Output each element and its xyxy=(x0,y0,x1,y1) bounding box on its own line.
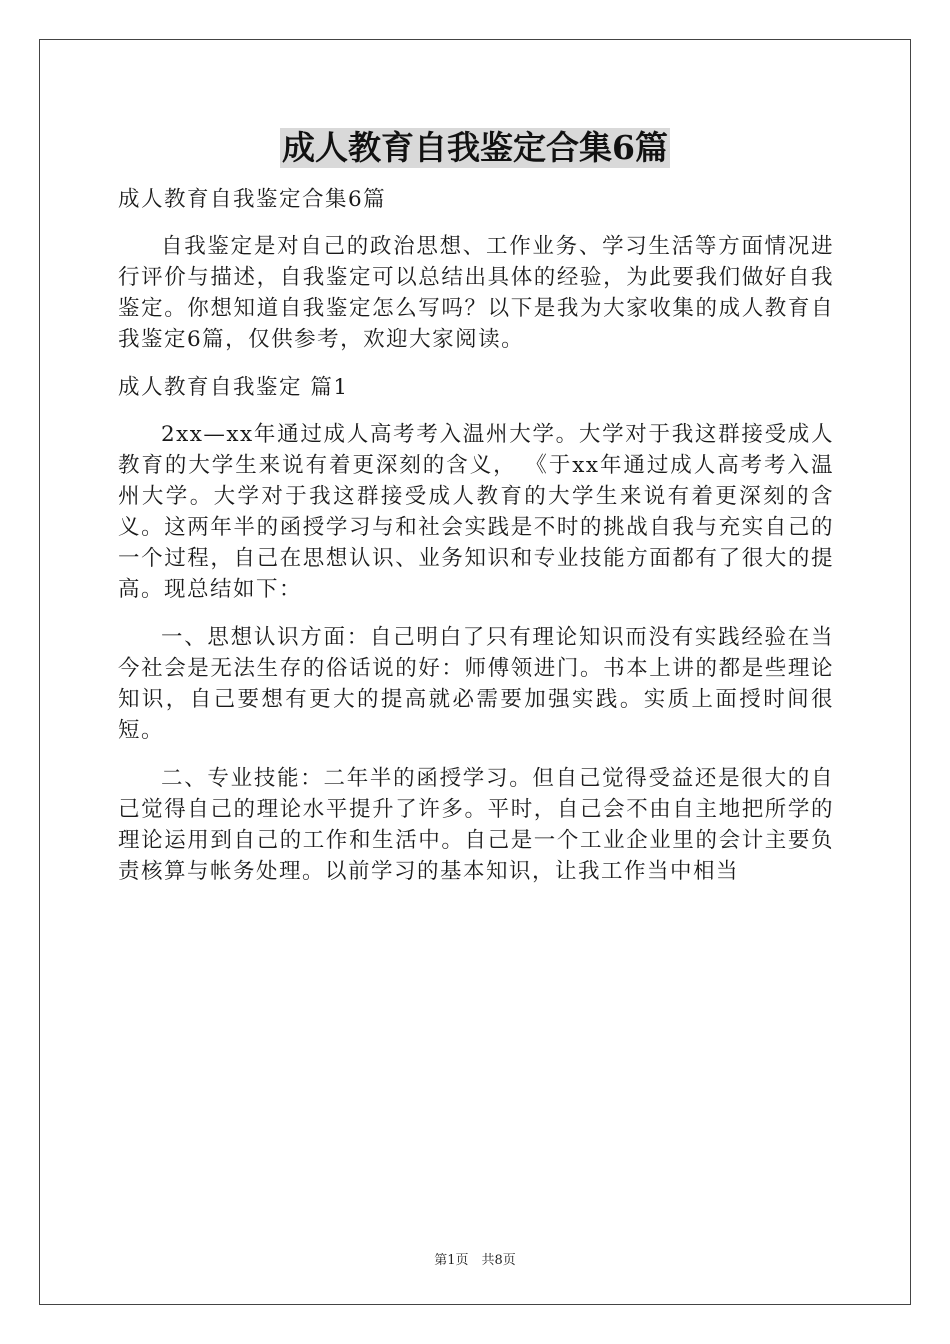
document-subtitle: 成人教育自我鉴定合集6篇 xyxy=(118,187,387,212)
intro-paragraph: 自我鉴定是对自己的政治思想、工作业务、学习生活等方面情况进行评价与描述，自我鉴定可以总结出具体的经验，为此要我们做好自我鉴定。你想知道自我鉴定怎么写吗？以下是我为大家收集的成人教育自我鉴定6篇，仅供参考，欢迎大家阅读。 xyxy=(118,234,834,352)
page-footer xyxy=(0,1249,950,1268)
document-title: 成人教育自我鉴定合集6篇 xyxy=(282,128,668,167)
body-paragraph-2: 一、思想认识方面：自己明白了只有理论知识而没有实践经验在当今社会是无法生存的俗话说的好：师傅领进门。书本上讲的都是些理论知识，自己要想有更大的提高就必需要加强实践。实质上面授时间很短。 xyxy=(118,625,834,743)
page-number: 第1页 共8页 xyxy=(434,1253,516,1268)
section-heading: 成人教育自我鉴定 篇1 xyxy=(118,375,349,400)
title-container xyxy=(0,128,950,168)
body-paragraph-3: 二、专业技能：二年半的函授学习。但自己觉得受益还是很大的自己觉得自己的理论水平提升了许多。平时，自己会不由自主地把所学的理论运用到自己的工作和生活中。自己是一个工业企业里的会计主要负责核算与帐务处理。以前学习的基本知识，让我工作当中相当 xyxy=(118,766,834,884)
document-body xyxy=(118,184,834,904)
body-paragraph-1: 2xx—xx年通过成人高考考入温州大学。大学对于我这群接受成人教育的大学生来说有着更深刻的含义， 《于xx年通过成人高考考入温州大学。大学对于我这群接受成人教育的大学生来说有着更深刻的含义。这两年半的函授学习与和社会实践是不时的挑战自我与充实自己的一个过程，自己在思想认识、业务知识和专业技能方面都有了很大的提高。现总结如下： xyxy=(118,422,834,602)
